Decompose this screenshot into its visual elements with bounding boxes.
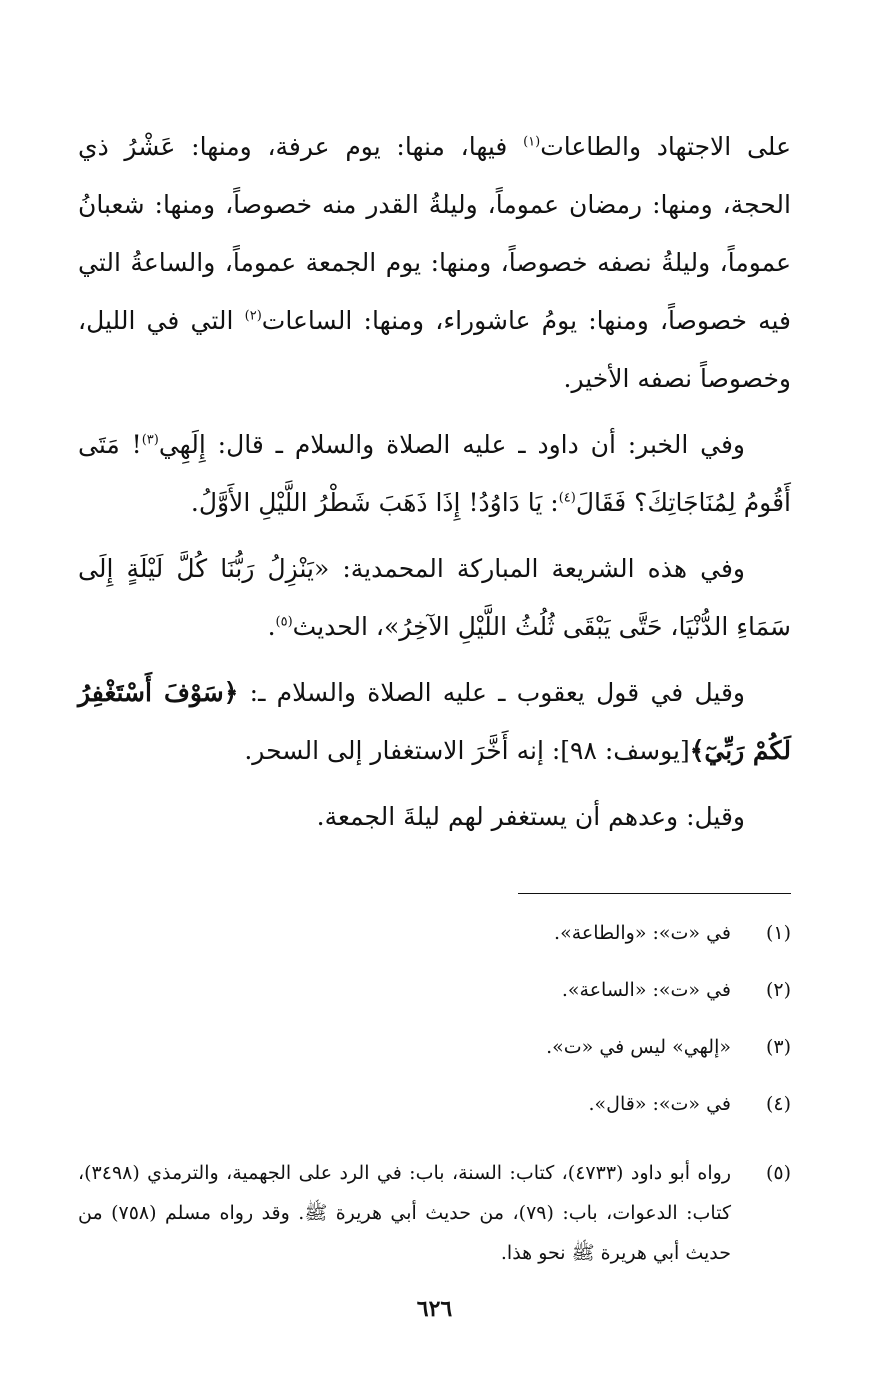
text-segment: [يوسف: ٩٨]: إنه أَخَّرَ الاستغفار إلى السحر.	[244, 736, 690, 765]
text-segment: التي في الليل، وخصوصاً نصفه الأخير.	[78, 306, 791, 393]
footnote-text: «إلهي» ليس في «ت».	[546, 1036, 731, 1058]
footnote-text: في «ت»: «والطاعة».	[554, 922, 731, 944]
footnote	[78, 913, 791, 970]
footnote-text: في «ت»: «قال».	[588, 1093, 731, 1115]
quran-verse: ﴿سَوْفَ أَسْتَغْفِرُ لَكُمْ رَبِّيٓ﴾	[78, 678, 791, 765]
book-page	[78, 118, 791, 1394]
footnote-separator	[518, 893, 791, 894]
footnote-number: (٤)	[765, 1093, 791, 1115]
page-number: ٦٢٦	[416, 1296, 453, 1322]
footnote-reference: (٥)	[275, 614, 293, 630]
text-segment: ! مَتَى أَقُومُ لِمُنَاجَاتِكَ؟ فَقَالَ	[78, 430, 791, 517]
footnote-text: في «ت»: «الساعة».	[561, 979, 731, 1001]
footnotes-section	[78, 913, 791, 1273]
footnote-text: رواه أبو داود (٤٧٣٣)، كتاب: السنة، باب: في الرد على الجهمية، والترمذي (٣٤٩٨)، كتاب: الدعوات، باب: (٧٩)، من حديث أبي هريرة ﷺ. وقد رواه مسلم (٧٥٨) من حديث أبي هريرة ﷺ نحو هذا.	[78, 1162, 731, 1264]
paragraph	[78, 118, 791, 408]
text-segment: وفي الخبر: أن داود ـ عليه الصلاة والسلام ـ قال: إِلَهِي	[158, 430, 746, 459]
paragraph	[78, 788, 791, 846]
paragraph	[78, 540, 791, 656]
paragraph	[78, 416, 791, 532]
paragraph	[78, 664, 791, 780]
footnote-number: (٢)	[765, 979, 791, 1001]
footnote	[78, 1027, 791, 1084]
footnote-reference: (٤)	[558, 490, 576, 506]
footnote-reference: (١)	[523, 134, 541, 150]
footnote-number: (١)	[765, 922, 791, 944]
text-segment: .	[267, 612, 276, 641]
main-text	[78, 118, 791, 846]
footnote-reference: (٣)	[141, 432, 159, 448]
footnote-number: (٣)	[765, 1036, 791, 1058]
footnote	[78, 1084, 791, 1141]
text-segment: وقيل: وعدهم أن يستغفر لهم ليلةَ الجمعة.	[316, 802, 745, 831]
text-segment: وفي هذه الشريعة المباركة المحمدية: «يَنْزِلُ رَبُّنَا كُلَّ لَيْلَةٍ إِلَى سَمَاءِ الدُّنْيَا، حَتَّى يَبْقَى ثُلُثُ اللَّيْلِ الآخِرُ»، الحديث	[78, 554, 791, 641]
footnote	[78, 1153, 791, 1273]
footnote-number: (٥)	[765, 1162, 791, 1184]
text-segment: على الاجتهاد والطاعات	[540, 132, 791, 161]
footnote	[78, 970, 791, 1027]
text-segment: فيها، منها: يوم عرفة، ومنها: عَشْرُ ذي الحجة، ومنها: رمضان عموماً، وليلةُ القدر منه خصوصاً، ومنها: شعبانُ عموماً، وليلةُ نصفه خصوصاً، ومنها: يوم الجمعة عموماً، والساعةُ التي فيه خصوصاً، ومنها: يومُ عاشوراء، ومنها: الساعات	[78, 132, 791, 335]
footnote-reference: (٢)	[244, 308, 262, 324]
text-segment: وقيل في قول يعقوب ـ عليه الصلاة والسلام ـ:	[238, 678, 745, 707]
text-segment: : يَا دَاوُدُ! إِذَا ذَهَبَ شَطْرُ اللَّيْلِ الأَوَّلُ.	[190, 488, 559, 517]
